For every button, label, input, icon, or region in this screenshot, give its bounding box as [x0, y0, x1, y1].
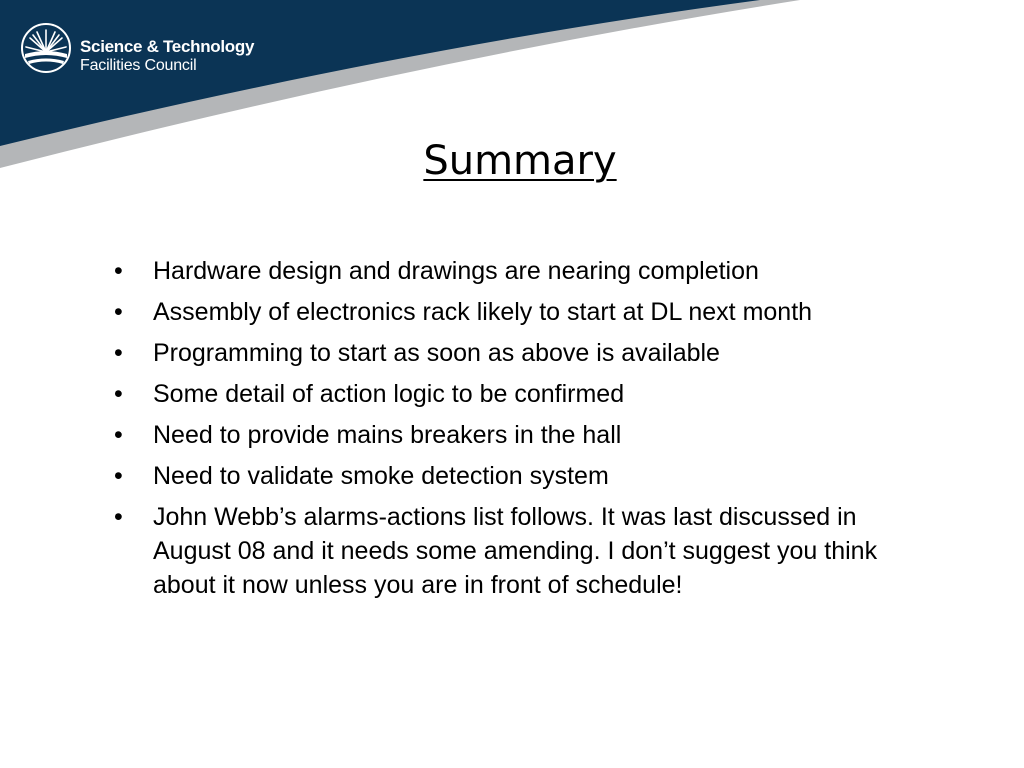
organization-logo	[20, 22, 260, 74]
organization-name-line2: Facilities Council	[80, 57, 197, 74]
bullet-item: • Programming to start as soon as above is available	[110, 336, 910, 370]
bullet-list	[110, 254, 910, 609]
slide-title-text: Summary	[423, 138, 617, 184]
bullet-item: • Some detail of action logic to be confirmed	[110, 377, 910, 411]
slide-title	[0, 136, 1024, 186]
bullet-item: • John Webb’s alarms-actions list follows. It was last discussed in August 08 and it needs some amending. I don’t suggest you think about it now unless you are in front of schedule!	[110, 500, 910, 602]
organization-name-line1: Science & Technology	[80, 37, 255, 56]
bullet-item: • Need to validate smoke detection system	[110, 459, 910, 493]
bullet-item: • Need to provide mains breakers in the hall	[110, 418, 910, 452]
organization-name	[80, 37, 254, 75]
bullet-item: • Assembly of electronics rack likely to start at DL next month	[110, 295, 910, 329]
bullet-item: • Hardware design and drawings are nearing completion	[110, 254, 910, 288]
sunburst-logo-icon	[20, 22, 72, 74]
